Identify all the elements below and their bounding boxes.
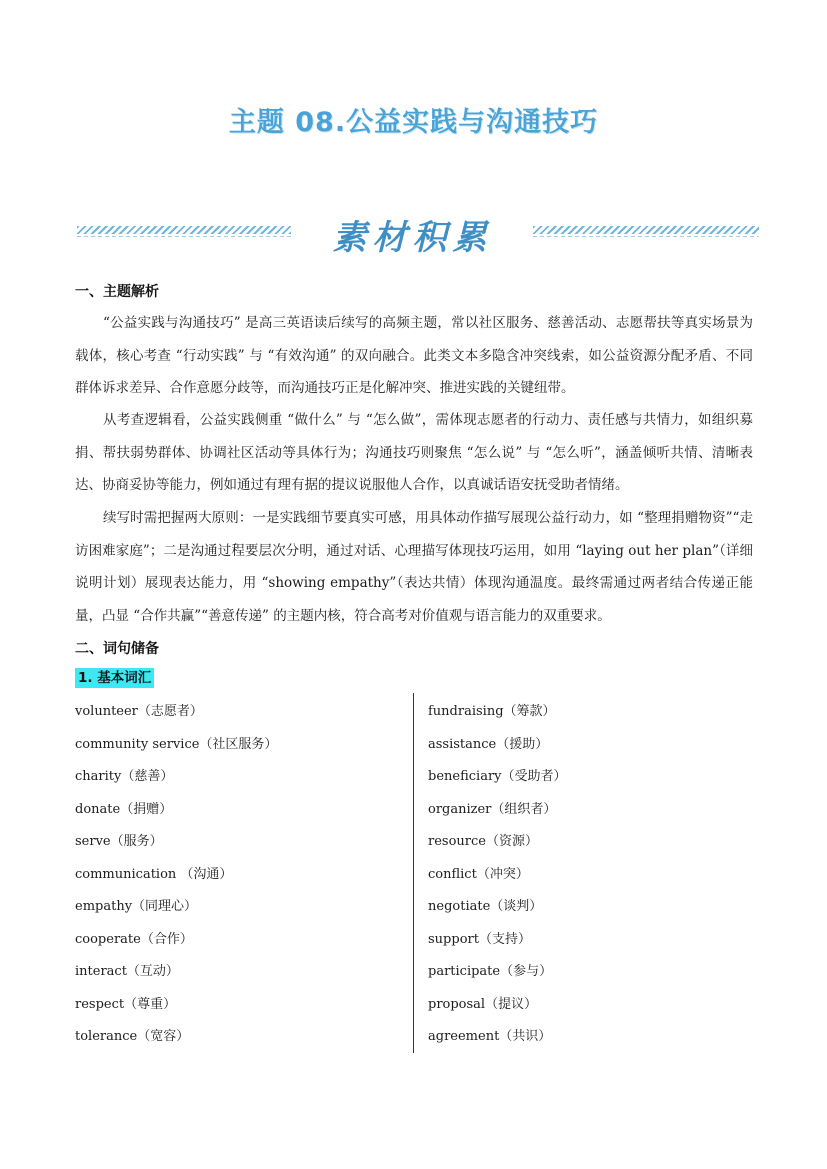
vocab-item: respect（尊重） [75, 996, 177, 1012]
paragraph-3: 续写时需把握两大原则：一是实践细节要真实可感，用具体动作描写展现公益行动力，如 “整理捐赠物资”“走访困难家庭”；二是沟通过程要层次分明，通过对话、心理描写体现技巧运用，如用 “laying out her plan”（详细说明计划）展现表达能力，用 “showing empathy”（表达共情）体现沟通温度。最终需通过两者结合传递正能量，凸显 “合作共赢”“善意传递” 的主题内核，符合高考对价值观与语言能力的双重要求。 [75, 510, 753, 624]
vocab-item: tolerance（宽容） [75, 1029, 190, 1044]
vocab-column-left [75, 696, 277, 1054]
vocab-item: donate（捐赠） [75, 801, 173, 817]
vocab-item: charity（慈善） [75, 769, 174, 784]
subheading-basic-vocab: 1. 基本词汇 [75, 668, 154, 688]
paragraph-1: “公益实践与沟通技巧” 是高三英语读后续写的高频主题，常以社区服务、慈善活动、志愿帮扶等真实场景为载体，核心考查 “行动实践” 与 “有效沟通” 的双向融合。此类文本多隐含冲突线索，如公益资源分配矛盾、不同群体诉求差异、合作意愿分歧等，而沟通技巧正是化解冲突、推进实践的关键纽带。 [75, 315, 753, 396]
vocab-item: community service（社区服务） [75, 736, 278, 752]
vocab-column-right [428, 696, 567, 1054]
vocab-item: participate（参与） [428, 964, 553, 979]
vocab-item: negotiate（谈判） [428, 899, 543, 914]
vocab-item: communication （沟通） [75, 866, 233, 882]
paragraph-2: 从考查逻辑看，公益实践侧重 “做什么” 与 “怎么做”，需体现志愿者的行动力、责任感与共情力，如组织募捐、帮扶弱势群体、协调社区活动等具体行为；沟通技巧则聚焦 “怎么说” 与 “怎么听”，涵盖倾听共情、清晰表达、协商妥协等能力，例如通过有理有据的提议说服他人合作，以真诚话语安抚受助者情绪。 [75, 412, 753, 493]
banner-stripe-right [533, 226, 759, 234]
vocab-item: interact（互动） [75, 964, 179, 979]
vocab-item: organizer（组织者） [428, 801, 557, 817]
section-banner [0, 210, 827, 260]
vocab-item: cooperate（合作） [75, 931, 193, 947]
vocab-item: agreement（共识） [428, 1029, 552, 1044]
vocab-item: volunteer（志愿者） [75, 704, 203, 719]
vocab-item: assistance（援助） [428, 736, 549, 752]
page-title: 主题 08.公益实践与沟通技巧 [228, 107, 599, 138]
section-heading-vocab: 二、词句储备 [75, 641, 159, 657]
banner-stripe-left [77, 226, 291, 234]
vocab-item: proposal（提议） [428, 996, 538, 1012]
vocab-item: resource（资源） [428, 834, 538, 849]
vocab-item: empathy（同理心） [75, 899, 198, 914]
banner-title: 素材积累 [332, 218, 493, 258]
vocab-item: fundraising（筹款） [428, 704, 556, 719]
vocab-item: beneficiary（受助者） [428, 769, 567, 784]
column-divider [413, 693, 414, 1053]
vocab-item: support（支持） [428, 931, 531, 947]
vocab-item: conflict（冲突） [428, 866, 529, 882]
section-heading-analysis: 一、主题解析 [75, 284, 159, 300]
vocab-item: serve（服务） [75, 834, 163, 849]
